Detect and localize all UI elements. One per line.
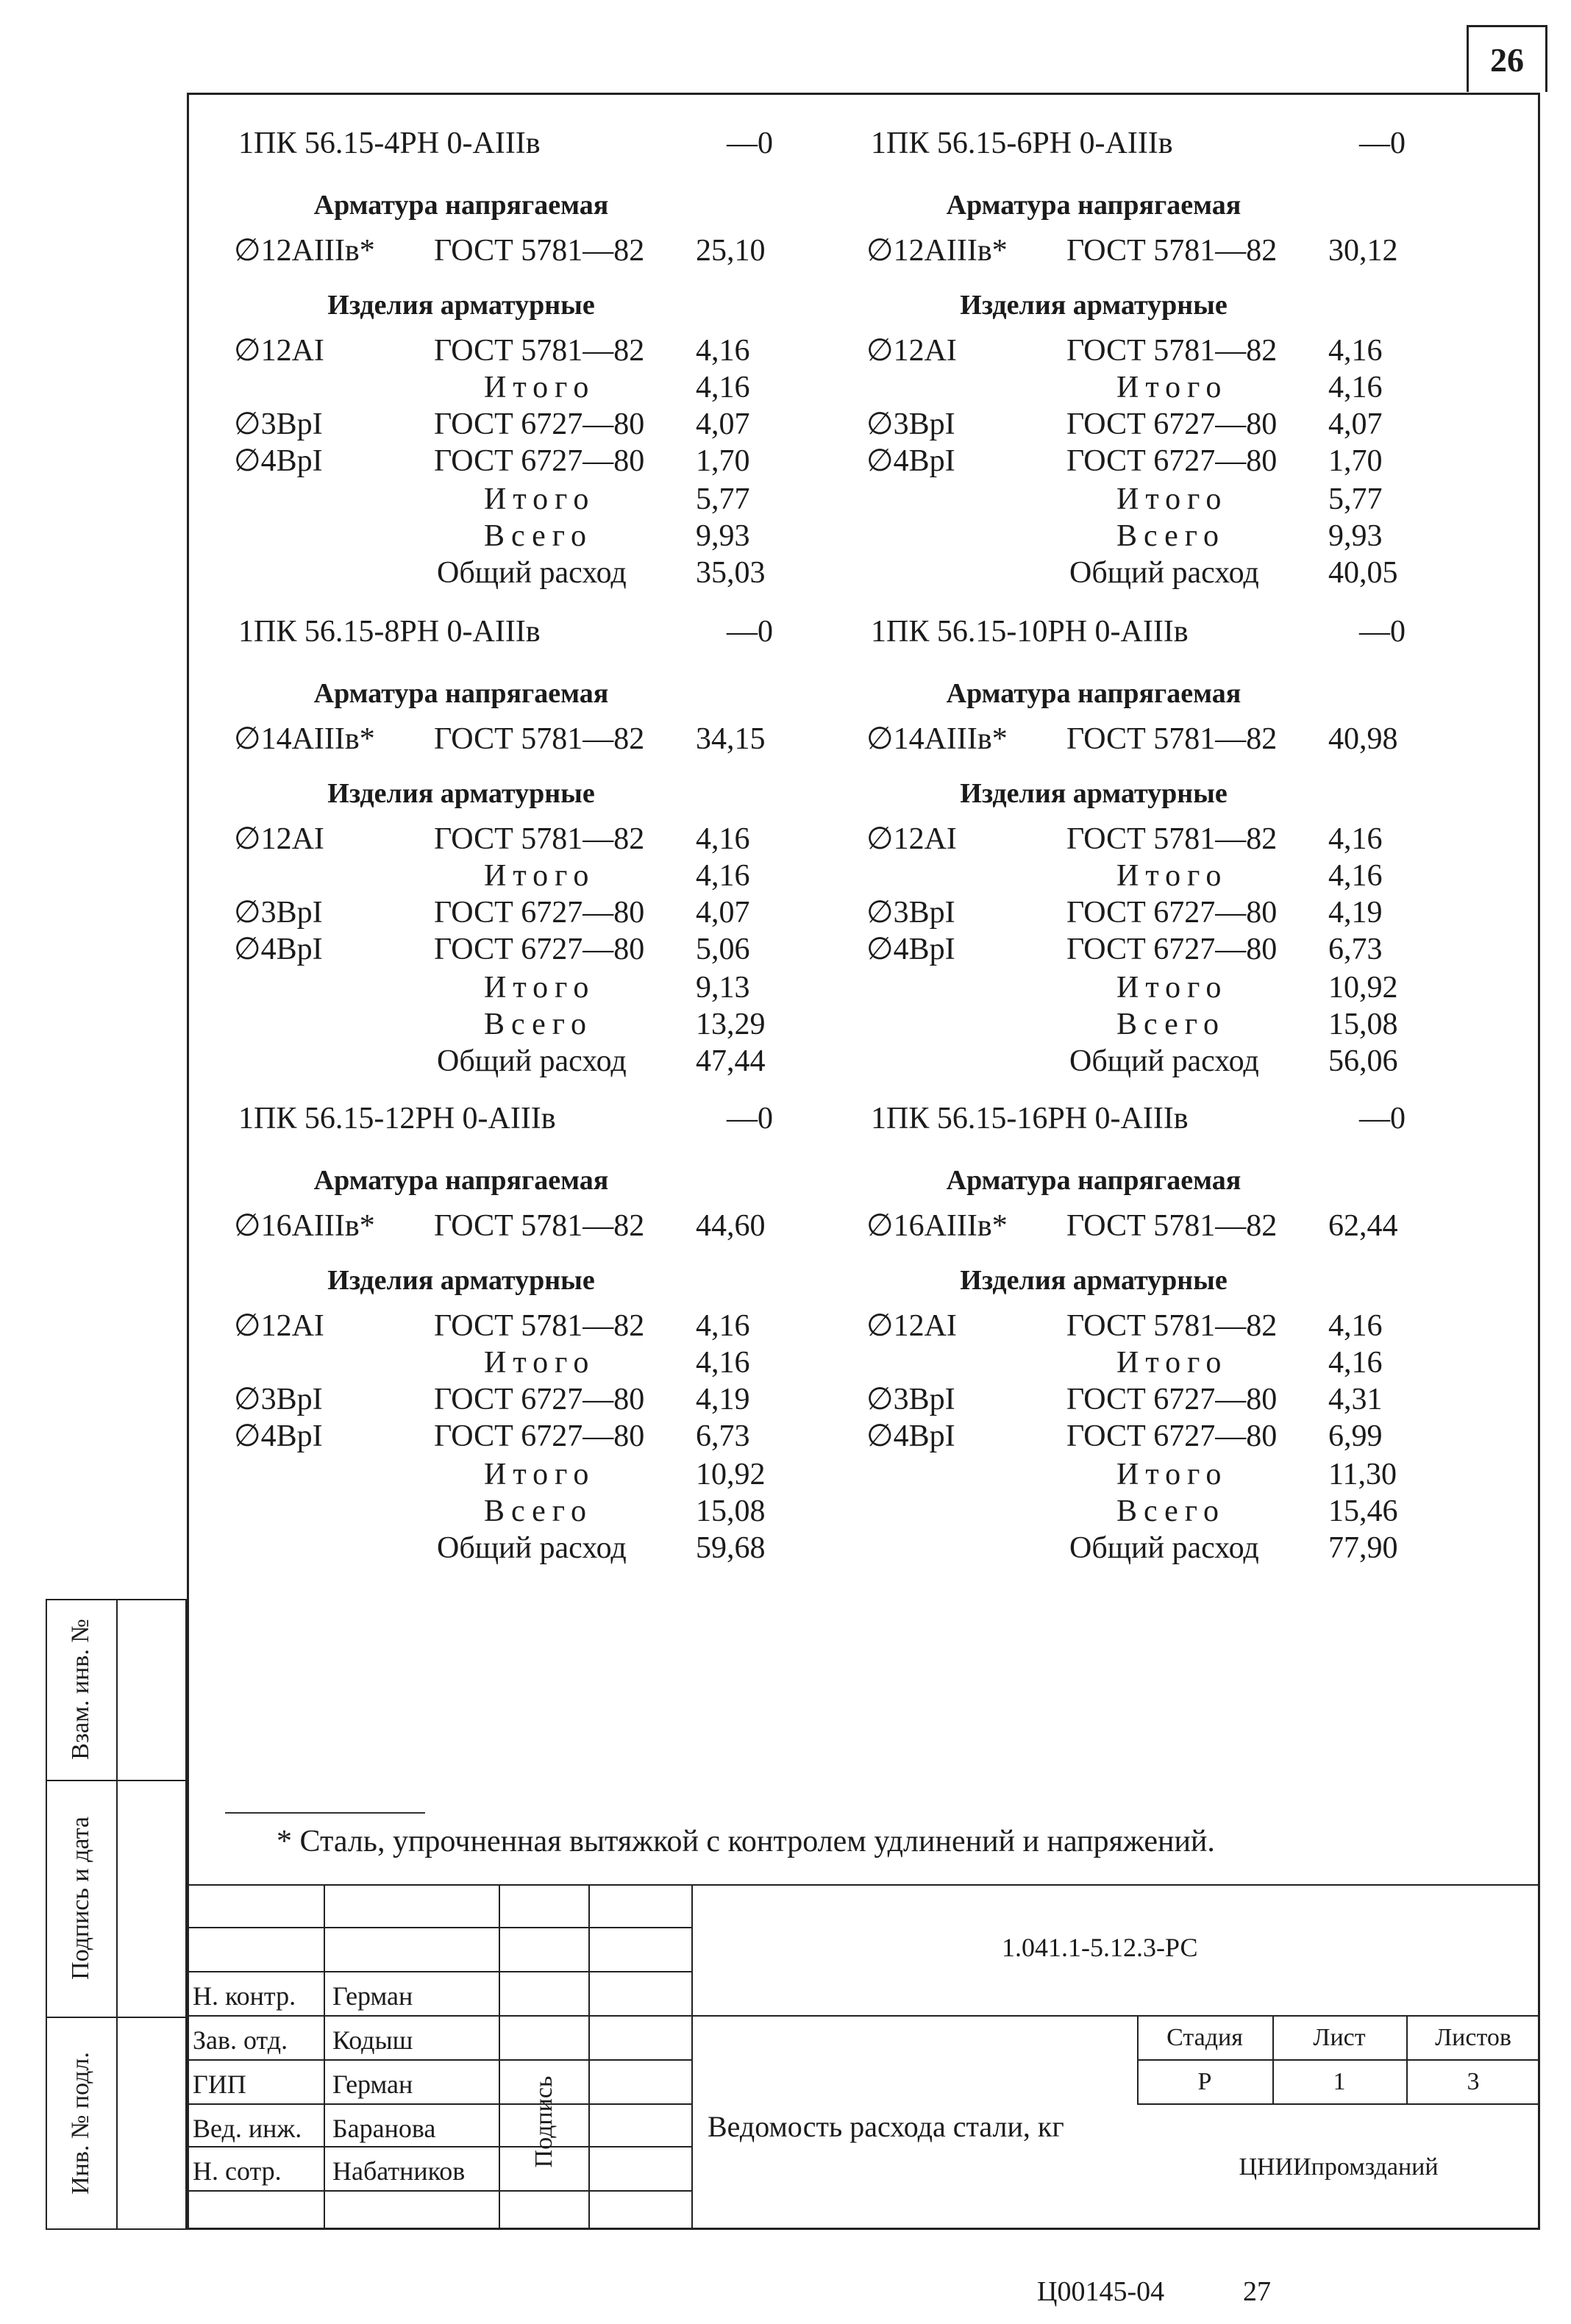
grand-total-row-label: Общий расход bbox=[1069, 556, 1259, 590]
sheet-label: Лист bbox=[1313, 2024, 1366, 2051]
name-gip: Герман bbox=[332, 2070, 413, 2099]
product-row-value: 4,16 bbox=[696, 822, 750, 856]
product-row-mark: ∅12АI bbox=[866, 822, 957, 856]
steel-block bbox=[234, 616, 852, 1094]
product-row-value: 4,07 bbox=[1328, 407, 1383, 441]
tendon-row-mark: ∅12АIIIв* bbox=[866, 234, 1008, 268]
subtotal-row-value: 10,92 bbox=[696, 1458, 766, 1491]
stamp-row bbox=[1137, 2059, 1540, 2061]
archive-code: Ц00145-04 bbox=[1037, 2276, 1165, 2307]
product-row-standard: ГОСТ 6727—80 bbox=[1066, 896, 1278, 930]
name-ved-inzh: Баранова bbox=[332, 2114, 436, 2143]
section-heading-products: Изделия арматурные bbox=[960, 778, 1228, 809]
tendon-row-mark: ∅12АIIIв* bbox=[234, 234, 375, 268]
block-header: 1ПК 56.15-12РН 0-АIIIв bbox=[238, 1102, 556, 1136]
block-dash: —0 bbox=[727, 1102, 773, 1136]
product-row-mark: ∅12АI bbox=[234, 822, 324, 856]
product-row-standard: ГОСТ 5781—82 bbox=[434, 334, 645, 368]
side-label-inv-podl: Инв. № подл. bbox=[67, 2052, 94, 2195]
stamp-row bbox=[1137, 2103, 1540, 2105]
role-ved-inzh: Вед. инж. bbox=[193, 2114, 302, 2143]
section-heading-products: Изделия арматурные bbox=[960, 290, 1228, 321]
stamp-col bbox=[691, 1884, 693, 2230]
product-row-value: 4,07 bbox=[696, 407, 750, 441]
subtotal-row-label: Итого bbox=[1116, 859, 1228, 893]
steel-block bbox=[234, 1103, 852, 1581]
section-heading-products: Изделия арматурные bbox=[327, 778, 595, 809]
tendon-row-mark: ∅16АIIIв* bbox=[234, 1209, 375, 1243]
tendon-row-standard: ГОСТ 5781—82 bbox=[434, 722, 645, 756]
total-row-label: Всего bbox=[484, 1494, 593, 1528]
product-row-value: 4,16 bbox=[1328, 1309, 1383, 1343]
grand-total-row-label: Общий расход bbox=[437, 1531, 627, 1565]
side-strip-divider bbox=[116, 1599, 118, 2230]
grand-total-row-label: Общий расход bbox=[437, 556, 627, 590]
product-row-mark: ∅4ВрI bbox=[234, 444, 323, 478]
subtotal-row-value: 4,16 bbox=[1328, 859, 1383, 893]
product-row-standard: ГОСТ 5781—82 bbox=[1066, 822, 1278, 856]
product-row-value: 4,07 bbox=[696, 896, 750, 930]
stage-label: Стадия bbox=[1166, 2024, 1243, 2051]
role-n-sotr: Н. сотр. bbox=[193, 2156, 282, 2186]
block-header: 1ПК 56.15-4РН 0-АIIIв bbox=[238, 126, 541, 160]
total-row-value: 15,08 bbox=[696, 1494, 766, 1528]
organization: ЦНИИпромзданий bbox=[1239, 2153, 1439, 2181]
product-row-standard: ГОСТ 6727—80 bbox=[434, 1383, 645, 1416]
product-row-value: 4,16 bbox=[1328, 822, 1383, 856]
grand-total-row-value: 59,68 bbox=[696, 1531, 766, 1565]
product-row-mark: ∅4ВрI bbox=[866, 933, 955, 966]
section-heading-tendon: Арматура напрягаемая bbox=[313, 190, 609, 221]
tendon-row-value: 34,15 bbox=[696, 722, 766, 756]
footnote: * Сталь, упрочненная вытяжкой с контролем удлинений и напряжений. bbox=[277, 1825, 1215, 1858]
block-dash: —0 bbox=[727, 615, 773, 649]
sheets-label: Листов bbox=[1435, 2024, 1511, 2051]
section-heading-tendon: Арматура напрягаемая bbox=[946, 190, 1242, 221]
product-row-mark: ∅12АI bbox=[234, 1309, 324, 1343]
total-row-value: 15,46 bbox=[1328, 1494, 1398, 1528]
name-zav-otd: Кодыш bbox=[332, 2025, 413, 2055]
subtotal-row-label: Итого bbox=[1116, 371, 1228, 404]
role-gip: ГИП bbox=[193, 2070, 246, 2099]
product-row-mark: ∅3ВрI bbox=[866, 896, 955, 930]
side-label-vzam: Взам. инв. № bbox=[67, 1619, 94, 1760]
stamp-row bbox=[187, 2015, 1540, 2017]
tendon-row-standard: ГОСТ 5781—82 bbox=[434, 234, 645, 268]
subtotal-row-label: Итого bbox=[1116, 971, 1228, 1005]
stamp-col bbox=[324, 1884, 325, 2230]
grand-total-row-label: Общий расход bbox=[1069, 1044, 1259, 1078]
product-row-mark: ∅4ВрI bbox=[866, 444, 955, 478]
total-row-label: Всего bbox=[1116, 1494, 1225, 1528]
product-row-mark: ∅4ВрI bbox=[866, 1419, 955, 1453]
product-row-standard: ГОСТ 5781—82 bbox=[1066, 1309, 1278, 1343]
total-row-value: 9,93 bbox=[1328, 519, 1383, 553]
bottom-page-number: 27 bbox=[1243, 2276, 1271, 2307]
product-row-mark: ∅3ВрI bbox=[234, 1383, 323, 1416]
block-header: 1ПК 56.15-10РН 0-АIIIв bbox=[871, 615, 1189, 649]
product-row-mark: ∅12АI bbox=[866, 334, 957, 368]
product-row-mark: ∅3ВрI bbox=[234, 407, 323, 441]
tendon-row-standard: ГОСТ 5781—82 bbox=[1066, 722, 1278, 756]
page-number: 26 bbox=[1467, 25, 1547, 92]
section-heading-tendon: Арматура напрягаемая bbox=[946, 1165, 1242, 1196]
name-n-sotr: Набатников bbox=[332, 2156, 466, 2186]
subtotal-row-value: 9,13 bbox=[696, 971, 750, 1005]
product-row-standard: ГОСТ 6727—80 bbox=[434, 407, 645, 441]
product-row-standard: ГОСТ 6727—80 bbox=[1066, 1383, 1278, 1416]
sheet-title: Ведомость расхода стали, кг bbox=[708, 2110, 1064, 2143]
tendon-row-value: 25,10 bbox=[696, 234, 766, 268]
tendon-row-standard: ГОСТ 5781—82 bbox=[434, 1209, 645, 1243]
grand-total-row-label: Общий расход bbox=[437, 1044, 627, 1078]
product-row-value: 6,99 bbox=[1328, 1419, 1383, 1453]
stamp-row bbox=[187, 2103, 691, 2105]
product-row-value: 4,16 bbox=[696, 334, 750, 368]
total-row-value: 15,08 bbox=[1328, 1008, 1398, 1041]
block-header: 1ПК 56.15-8РН 0-АIIIв bbox=[238, 615, 541, 649]
grand-total-row-value: 47,44 bbox=[696, 1044, 766, 1078]
section-heading-products: Изделия арматурные bbox=[327, 290, 595, 321]
product-row-value: 1,70 bbox=[696, 444, 750, 478]
product-row-mark: ∅3ВрI bbox=[866, 1383, 955, 1416]
product-row-value: 4,16 bbox=[1328, 334, 1383, 368]
block-dash: —0 bbox=[727, 126, 773, 160]
product-row-standard: ГОСТ 5781—82 bbox=[434, 1309, 645, 1343]
product-row-value: 6,73 bbox=[696, 1419, 750, 1453]
name-n-kontr: Герман bbox=[332, 1981, 413, 2011]
stamp-row bbox=[187, 2146, 691, 2147]
stamp-row bbox=[187, 1971, 691, 1972]
signature-label: Подпись bbox=[530, 2075, 557, 2168]
subtotal-row-label: Итого bbox=[1116, 1346, 1228, 1380]
product-row-value: 6,73 bbox=[1328, 933, 1383, 966]
section-heading-tendon: Арматура напрягаемая bbox=[313, 1165, 609, 1196]
subtotal-row-label: Итого bbox=[484, 1458, 596, 1491]
stamp-rule bbox=[187, 1884, 1540, 1886]
subtotal-row-label: Итого bbox=[484, 971, 596, 1005]
subtotal-row-value: 11,30 bbox=[1328, 1458, 1397, 1491]
role-n-kontr: Н. контр. bbox=[193, 1981, 296, 2011]
role-zav-otd: Зав. отд. bbox=[193, 2025, 288, 2055]
subtotal-row-label: Итого bbox=[484, 859, 596, 893]
tendon-row-value: 62,44 bbox=[1328, 1209, 1398, 1243]
grand-total-row-value: 56,06 bbox=[1328, 1044, 1398, 1078]
product-row-standard: ГОСТ 6727—80 bbox=[1066, 444, 1278, 478]
grand-total-row-label: Общий расход bbox=[1069, 1531, 1259, 1565]
product-row-standard: ГОСТ 6727—80 bbox=[434, 896, 645, 930]
product-row-value: 4,19 bbox=[1328, 896, 1383, 930]
stage-value: Р bbox=[1197, 2068, 1212, 2095]
total-row-label: Всего bbox=[1116, 519, 1225, 553]
subtotal-row-value: 10,92 bbox=[1328, 971, 1398, 1005]
product-row-mark: ∅3ВрI bbox=[234, 896, 323, 930]
subtotal-row-label: Итого bbox=[484, 371, 596, 404]
steel-block bbox=[234, 128, 852, 606]
tendon-row-value: 30,12 bbox=[1328, 234, 1398, 268]
tendon-row-standard: ГОСТ 5781—82 bbox=[1066, 234, 1278, 268]
subtotal-row-value: 5,77 bbox=[1328, 482, 1383, 516]
product-row-value: 1,70 bbox=[1328, 444, 1383, 478]
steel-block bbox=[866, 1103, 1484, 1581]
tendon-row-mark: ∅14АIIIв* bbox=[866, 722, 1008, 756]
product-row-standard: ГОСТ 6727—80 bbox=[434, 444, 645, 478]
sheets-value: 3 bbox=[1467, 2068, 1480, 2095]
product-row-value: 4,19 bbox=[696, 1383, 750, 1416]
subtotal-row-value: 4,16 bbox=[1328, 1346, 1383, 1380]
stamp-col bbox=[499, 1884, 500, 2230]
product-row-mark: ∅3ВрI bbox=[866, 407, 955, 441]
product-row-standard: ГОСТ 6727—80 bbox=[434, 1419, 645, 1453]
block-header: 1ПК 56.15-16РН 0-АIIIв bbox=[871, 1102, 1189, 1136]
product-row-mark: ∅12АI bbox=[234, 334, 324, 368]
subtotal-row-label: Итого bbox=[484, 1346, 596, 1380]
section-heading-products: Изделия арматурные bbox=[960, 1265, 1228, 1296]
side-label-podpis-data: Подпись и дата bbox=[67, 1817, 94, 1980]
grand-total-row-value: 77,90 bbox=[1328, 1531, 1398, 1565]
stamp-row bbox=[187, 2059, 691, 2061]
subtotal-row-label: Итого bbox=[1116, 482, 1228, 516]
footnote-rule bbox=[225, 1812, 425, 1814]
steel-block bbox=[866, 128, 1484, 606]
product-row-standard: ГОСТ 6727—80 bbox=[434, 933, 645, 966]
product-row-value: 5,06 bbox=[696, 933, 750, 966]
subtotal-row-value: 5,77 bbox=[696, 482, 750, 516]
tendon-row-value: 44,60 bbox=[696, 1209, 766, 1243]
section-heading-tendon: Арматура напрягаемая bbox=[313, 678, 609, 709]
steel-block bbox=[866, 616, 1484, 1094]
side-strip-rule bbox=[46, 2017, 187, 2018]
stamp-row bbox=[187, 2190, 691, 2192]
tendon-row-mark: ∅14АIIIв* bbox=[234, 722, 375, 756]
block-dash: —0 bbox=[1359, 1102, 1406, 1136]
tendon-row-mark: ∅16АIIIв* bbox=[866, 1209, 1008, 1243]
total-row-label: Всего bbox=[1116, 1008, 1225, 1041]
total-row-value: 9,93 bbox=[696, 519, 750, 553]
tendon-row-standard: ГОСТ 5781—82 bbox=[1066, 1209, 1278, 1243]
product-row-mark: ∅4ВрI bbox=[234, 933, 323, 966]
stamp-col bbox=[588, 1884, 590, 2230]
total-row-label: Всего bbox=[484, 1008, 593, 1041]
product-row-standard: ГОСТ 6727—80 bbox=[1066, 1419, 1278, 1453]
subtotal-row-label: Итого bbox=[484, 482, 596, 516]
block-dash: —0 bbox=[1359, 126, 1406, 160]
subtotal-row-label: Итого bbox=[1116, 1458, 1228, 1491]
section-heading-tendon: Арматура напрягаемая bbox=[946, 678, 1242, 709]
section-heading-products: Изделия арматурные bbox=[327, 1265, 595, 1296]
subtotal-row-value: 4,16 bbox=[696, 1346, 750, 1380]
product-row-standard: ГОСТ 5781—82 bbox=[1066, 334, 1278, 368]
product-row-standard: ГОСТ 6727—80 bbox=[1066, 407, 1278, 441]
total-row-value: 13,29 bbox=[696, 1008, 766, 1041]
grand-total-row-value: 35,03 bbox=[696, 556, 766, 590]
tendon-row-value: 40,98 bbox=[1328, 722, 1398, 756]
doc-code: 1.041.1-5.12.3-РС bbox=[1002, 1933, 1198, 1962]
product-row-standard: ГОСТ 5781—82 bbox=[434, 822, 645, 856]
block-dash: —0 bbox=[1359, 615, 1406, 649]
block-header: 1ПК 56.15-6РН 0-АIIIв bbox=[871, 126, 1173, 160]
subtotal-row-value: 4,16 bbox=[696, 371, 750, 404]
grand-total-row-value: 40,05 bbox=[1328, 556, 1398, 590]
sheet-value: 1 bbox=[1333, 2068, 1346, 2095]
total-row-label: Всего bbox=[484, 519, 593, 553]
subtotal-row-value: 4,16 bbox=[696, 859, 750, 893]
product-row-mark: ∅4ВрI bbox=[234, 1419, 323, 1453]
product-row-value: 4,31 bbox=[1328, 1383, 1383, 1416]
product-row-value: 4,16 bbox=[696, 1309, 750, 1343]
stamp-row bbox=[187, 1927, 691, 1928]
product-row-mark: ∅12АI bbox=[866, 1309, 957, 1343]
product-row-standard: ГОСТ 6727—80 bbox=[1066, 933, 1278, 966]
subtotal-row-value: 4,16 bbox=[1328, 371, 1383, 404]
